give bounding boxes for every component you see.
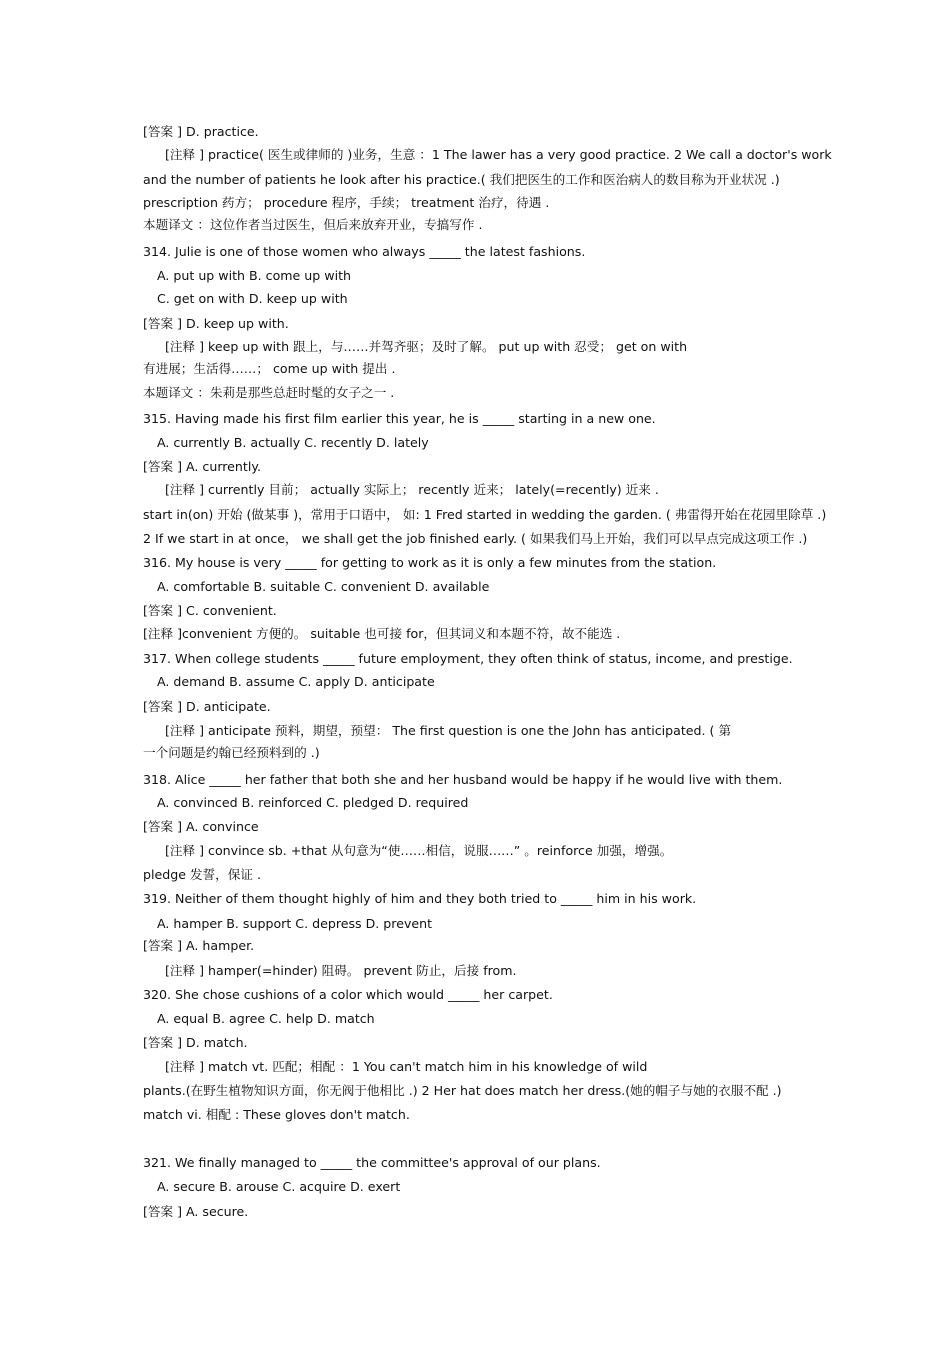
question-314: 314. Julie is one of those women who always _____ the latest fashions.	[143, 244, 586, 259]
note-line: and the number of patients he look after his practice.( 我们把医生的工作和医治病人的数目称为开业状况 .)	[143, 172, 780, 187]
options-line: C. get on with D. keep up with	[157, 291, 348, 306]
note-line: [注释 ] keep up with 跟上，与……并驾齐驱；及时了解。 put up with 忍受； get on with	[165, 339, 688, 354]
note-line: [注释 ] convince sb. +that 从句意为“使……相信，说服……” 。reinforce 加强，增强。	[165, 843, 673, 858]
options-line: A. secure B. arouse C. acquire D. exert	[157, 1179, 401, 1194]
options-line: A. put up with B. come up with	[157, 268, 352, 283]
translation-line: 本题译文 ：这位作者当过医生，但后来放弃开业，专搞写作 .	[143, 217, 483, 232]
options-line: A. convinced B. reinforced C. pledged D. required	[157, 795, 469, 810]
note-line: 2 If we start in at once， we shall get the job finished early. ( 如果我们马上开始，我们可以早点完成这项工作 .)	[143, 531, 808, 546]
note-line: prescription 药方； procedure 程序，手续； treatment 治疗，待遇 .	[143, 195, 550, 210]
options-line: A. demand B. assume C. apply D. anticipate	[157, 674, 435, 689]
answer-line: [答案 ] D. keep up with.	[143, 316, 289, 331]
options-line: A. comfortable B. suitable C. convenient D. available	[157, 579, 490, 594]
note-line: start in(on) 开始 (做某事 )，常用于口语中， 如: 1 Fred started in wedding the garden. ( 弗雷得开始在花园里除草 .)	[143, 507, 827, 522]
answer-line: [答案 ] A. secure.	[143, 1204, 249, 1219]
note-line: [注释 ] currently 目前； actually 实际上； recently 近来； lately(=recently) 近来 .	[165, 482, 659, 497]
answer-line: [答案 ] D. practice.	[143, 124, 259, 139]
answer-line: [答案 ] D. match.	[143, 1035, 248, 1050]
question-317: 317. When college students _____ future employment, they often think of status, income, and prestige.	[143, 651, 793, 666]
note-line: [注释 ] anticipate 预料，期望，预望： The first question is one the John has anticipated. ( 第	[165, 723, 732, 738]
note-line: [注释 ] practice( 医生或律师的 )业务，生意 ：1 The lawer has a very good practice. 2 We call a doctor's work	[165, 147, 832, 162]
answer-line: [答案 ] A. hamper.	[143, 938, 255, 953]
question-319: 319. Neither of them thought highly of him and they both tried to _____ him in his work.	[143, 891, 697, 906]
note-line: [注释 ] match vt. 匹配；相配 ：1 You can't match him in his knowledge of wild	[165, 1059, 648, 1074]
note-line: pledge 发誓，保证 .	[143, 867, 261, 882]
options-line: A. currently B. actually C. recently D. lately	[157, 435, 429, 450]
options-line: A. equal B. agree C. help D. match	[157, 1011, 375, 1026]
answer-line: [答案 ] C. convenient.	[143, 603, 277, 618]
answer-line: [答案 ] D. anticipate.	[143, 699, 271, 714]
question-315: 315. Having made his first film earlier this year, he is _____ starting in a new one.	[143, 411, 656, 426]
question-316: 316. My house is very _____ for getting to work as it is only a few minutes from the station.	[143, 555, 717, 570]
question-318: 318. Alice _____ her father that both she and her husband would be happy if he would live with them.	[143, 772, 783, 787]
translation-line: 本题译文 ：朱莉是那些总赶时髦的女子之一 .	[143, 385, 395, 400]
question-320: 320. She chose cushions of a color which would _____ her carpet.	[143, 987, 553, 1002]
note-line: [注释 ] hamper(=hinder) 阻碍。 prevent 防止，后接 from.	[165, 963, 517, 978]
note-line: plants.(在野生植物知识方面，你无阀于他相比 .) 2 Her hat does match her dress.(她的帽子与她的衣服不配 .)	[143, 1083, 782, 1098]
note-line: [注释 ]convenient 方便的。 suitable 也可接 for，但其词义和本题不符，故不能选 .	[143, 626, 621, 641]
answer-line: [答案 ] A. convince	[143, 819, 259, 834]
note-line: 一个问题是约翰已经预料到的 .)	[143, 745, 320, 760]
answer-line: [答案 ] A. currently.	[143, 459, 262, 474]
question-321: 321. We finally managed to _____ the committee's approval of our plans.	[143, 1155, 601, 1170]
note-line: match vi. 相配 : These gloves don't match.	[143, 1107, 410, 1122]
note-line: 有进展；生活得……； come up with 提出 .	[143, 361, 396, 376]
options-line: A. hamper B. support C. depress D. prevent	[157, 916, 433, 931]
